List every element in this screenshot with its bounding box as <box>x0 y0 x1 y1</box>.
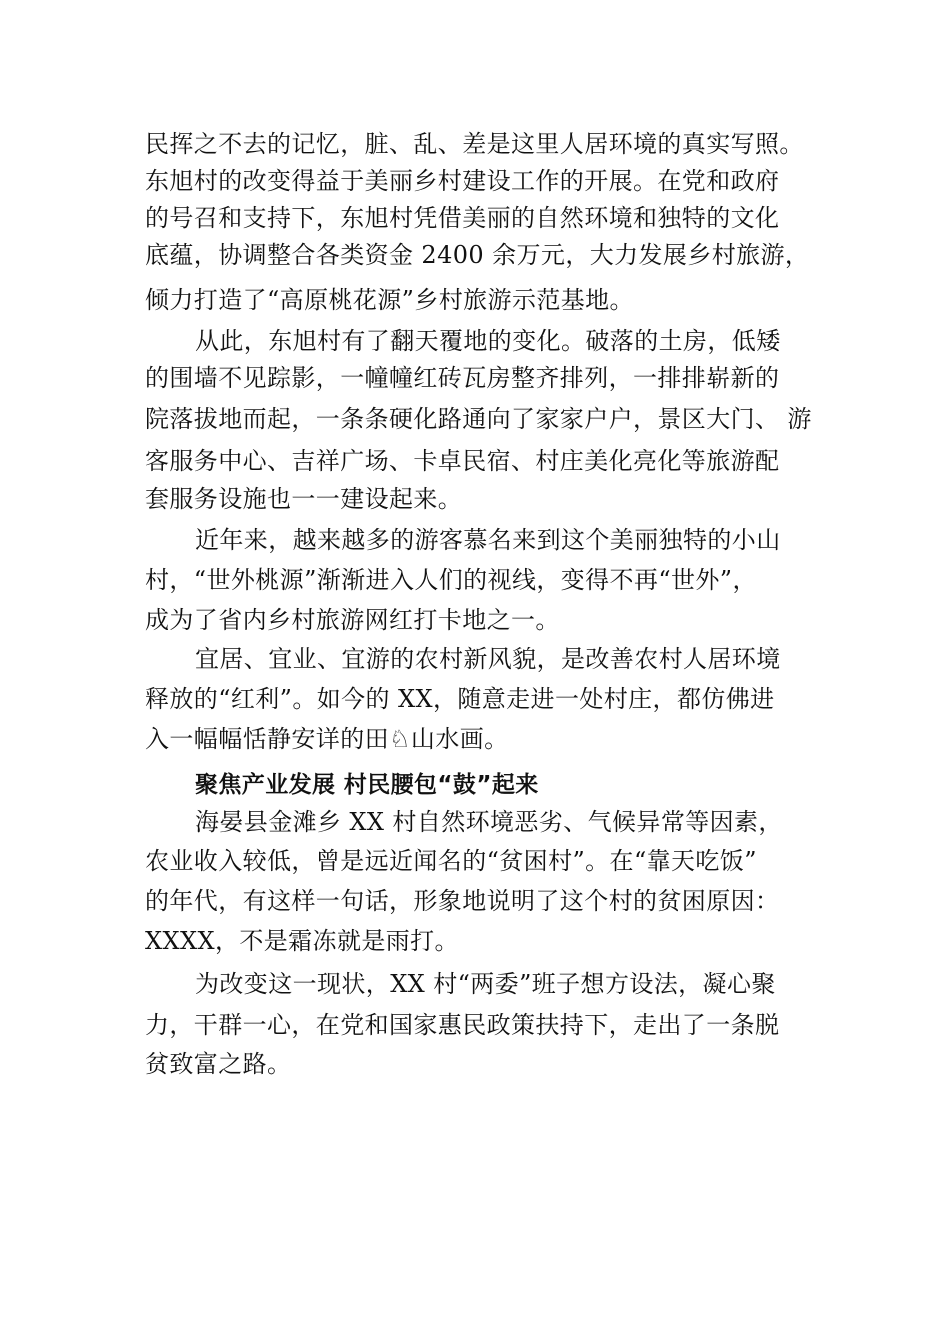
paragraph-line: 海晏县金滩乡 XX 村自然环境恶劣、气候异常等因素， <box>195 808 783 836</box>
paragraph-line: 入一幅幅恬静安详的田♘山水画。 <box>145 725 509 753</box>
paragraph-line: 的年代，有这样一句话，形象地说明了这个村的贫困原因： <box>145 887 780 915</box>
paragraph-line: 倾力打造了“高原桃花源”乡村旅游示范基地。 <box>145 286 634 314</box>
section-heading: 聚焦产业发展 村民腰包“鼓”起来 <box>195 772 539 798</box>
paragraph-line: 释放的“红利”。如今的 XX，随意走进一处村庄，都仿佛进 <box>145 685 775 713</box>
paragraph-line: 的围墙不见踪影，一幢幢红砖瓦房整齐排列，一排排崭新的 <box>145 364 780 392</box>
paragraph-line: 力，干群一心，在党和国家惠民政策扶持下，走出了一条脱 <box>145 1011 780 1039</box>
paragraph-line: 套服务设施也一一建设起来。 <box>145 485 463 513</box>
paragraph-line: 从此，东旭村有了翻天覆地的变化。破落的土房，低矮 <box>195 327 781 355</box>
paragraph-line: 东旭村的改变得益于美丽乡村建设工作的开展。在党和政府 <box>145 167 780 195</box>
paragraph-line: 近年来，越来越多的游客慕名来到这个美丽独特的小山 <box>195 526 781 554</box>
paragraph-line: 为改变这一现状，XX 村“两委”班子想方设法，凝心聚 <box>195 970 776 998</box>
paragraph-line: 贫致富之路。 <box>145 1050 292 1078</box>
paragraph-line: 村，“世外桃源”渐渐进入人们的视线，变得不再“世外”， <box>145 566 757 594</box>
paragraph-line: 的号召和支持下，东旭村凭借美丽的自然环境和独特的文化 <box>145 204 780 232</box>
paragraph-line: 成为了省内乡村旅游网红打卡地之一。 <box>145 606 560 634</box>
paragraph-line: XXXX，不是霜冻就是雨打。 <box>145 927 459 955</box>
paragraph-line: 农业收入较低，曾是远近闻名的“贫困村”。在“靠天吃饭” <box>145 847 757 875</box>
paragraph-line: 院落拔地而起，一条条硬化路通向了家家户户，景区大门、 游 <box>145 405 812 433</box>
paragraph-line: 客服务中心、吉祥广场、卡卓民宿、村庄美化亮化等旅游配 <box>145 447 780 475</box>
paragraph-line: 民挥之不去的记忆，脏、乱、差是这里人居环境的真实写照。 <box>145 130 804 158</box>
paragraph-line: 宜居、宜业、宜游的农村新风貌，是改善农村人居环境 <box>195 645 781 673</box>
paragraph-line: 底蕴，协调整合各类资金 2400 余万元，大力发展乡村旅游， <box>145 241 810 269</box>
